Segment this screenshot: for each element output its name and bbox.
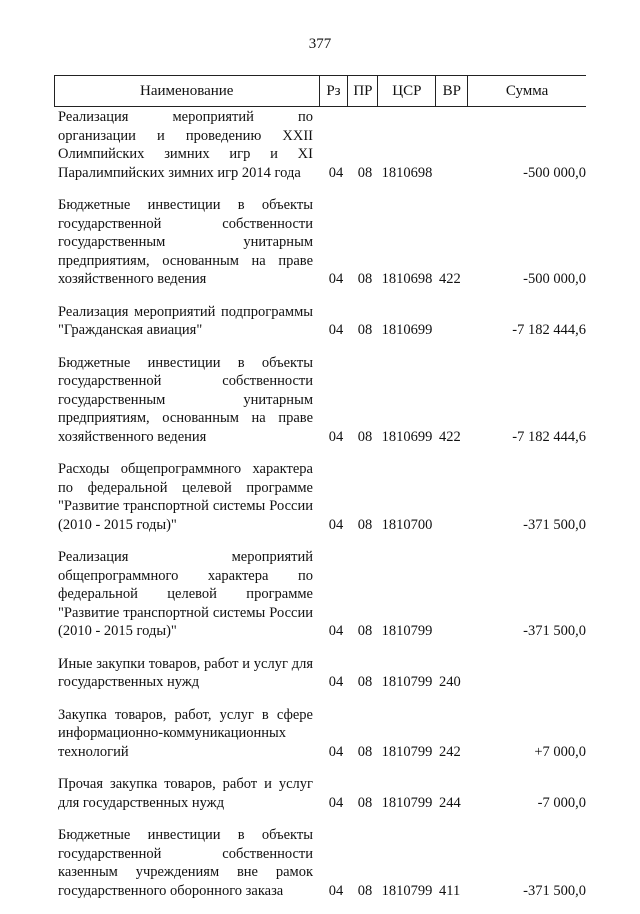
table-row (58, 775, 588, 812)
table-body (58, 108, 588, 914)
row-name: Прочая закупка товаров, работ и услуг для государственных нужд (58, 776, 313, 811)
row-rz: 04 (328, 743, 344, 760)
row-rz: 04 (328, 322, 344, 338)
row-vr: 422 (439, 271, 461, 287)
table-row (58, 655, 588, 692)
row-pr: 08 (357, 164, 373, 181)
row-name: Бюджетные инвестиции в объекты государственной собственности казенным учреждениям вне рамок государственного оборонного заказа (58, 827, 313, 899)
row-sum: -500 000,0 (523, 271, 586, 287)
row-sum: -371 500,0 (523, 623, 586, 639)
row-sum: -7 000,0 (537, 794, 586, 811)
header-sum: Сумма (505, 82, 549, 99)
header-pr: ПР (348, 76, 378, 106)
table-row (58, 826, 588, 900)
table-row (58, 108, 588, 182)
row-csr: 1810699 (381, 428, 433, 445)
row-csr: 1810799 (381, 882, 433, 899)
row-csr: 1810799 (381, 674, 433, 690)
row-sum: -7 182 444,6 (512, 322, 586, 338)
table-row (58, 548, 588, 641)
row-pr: 08 (357, 674, 373, 690)
row-csr: 1810698 (381, 164, 433, 181)
row-vr: 240 (439, 674, 461, 690)
row-sum: -7 182 444,6 (512, 428, 586, 445)
row-name: Иные закупки товаров, работ и услуг для государственных нужд (58, 655, 313, 690)
row-pr: 08 (357, 623, 373, 639)
header-name: Наименование (55, 76, 320, 106)
table-row (58, 706, 588, 762)
row-name: Реализация мероприятий подпрограммы "Гражданская авиация" (58, 303, 313, 338)
row-rz: 04 (328, 271, 344, 287)
row-csr: 1810700 (381, 516, 433, 533)
row-vr: 422 (439, 428, 461, 445)
row-pr: 08 (357, 794, 373, 811)
row-rz: 04 (328, 794, 344, 811)
row-csr: 1810698 (381, 271, 433, 287)
row-name: Бюджетные инвестиции в объекты государственной собственности государственным унитарным предприятиям, основанным на праве хозяйственного ведения (58, 197, 313, 287)
table-row (58, 460, 588, 534)
row-pr: 08 (357, 516, 373, 533)
row-rz: 04 (328, 623, 344, 639)
row-pr: 08 (357, 271, 373, 287)
row-vr: 411 (439, 882, 461, 899)
row-vr: 242 (439, 743, 461, 760)
row-vr: 244 (439, 794, 461, 811)
header-vr: ВР (436, 76, 468, 106)
table-row (58, 196, 588, 289)
row-rz: 04 (328, 164, 344, 181)
row-rz: 04 (328, 674, 344, 690)
header-csr: ЦСР (378, 76, 436, 106)
row-name: Реализация мероприятий по организации и проведению XXII Олимпийских зимних игр и XI Паралимпийских зимних игр 2014 года (58, 109, 313, 181)
row-name: Бюджетные инвестиции в объекты государственной собственности государственным унитарным предприятиям, основанным на праве хозяйственного ведения (58, 354, 313, 445)
row-sum: -371 500,0 (523, 516, 586, 533)
row-pr: 08 (357, 322, 373, 338)
row-csr: 1810799 (381, 623, 433, 639)
row-name: Расходы общепрограммного характера по федеральной целевой программе "Развитие транспортной системы России (2010 - 2015 годы)" (58, 461, 313, 533)
table-header (54, 75, 586, 107)
row-rz: 04 (328, 516, 344, 533)
table-row (58, 354, 588, 447)
row-pr: 08 (357, 882, 373, 899)
header-rz: Рз (320, 76, 349, 106)
page-number: 377 (308, 36, 332, 52)
row-name: Реализация мероприятий общепрограммного характера по федеральной целевой программе "Развитие транспортной системы России (2010 - 2015 годы)" (58, 549, 313, 639)
row-sum: -500 000,0 (523, 164, 586, 181)
table-row (58, 303, 588, 340)
row-sum: +7 000,0 (534, 743, 586, 760)
row-csr: 1810699 (381, 322, 433, 338)
row-pr: 08 (357, 743, 373, 760)
row-rz: 04 (328, 428, 344, 445)
row-csr: 1810799 (381, 743, 433, 760)
row-rz: 04 (328, 882, 344, 899)
row-csr: 1810799 (381, 794, 433, 811)
row-name: Закупка товаров, работ, услуг в сфере информационно-коммуникационных технологий (58, 706, 313, 760)
row-sum: -371 500,0 (523, 882, 586, 899)
row-pr: 08 (357, 428, 373, 445)
